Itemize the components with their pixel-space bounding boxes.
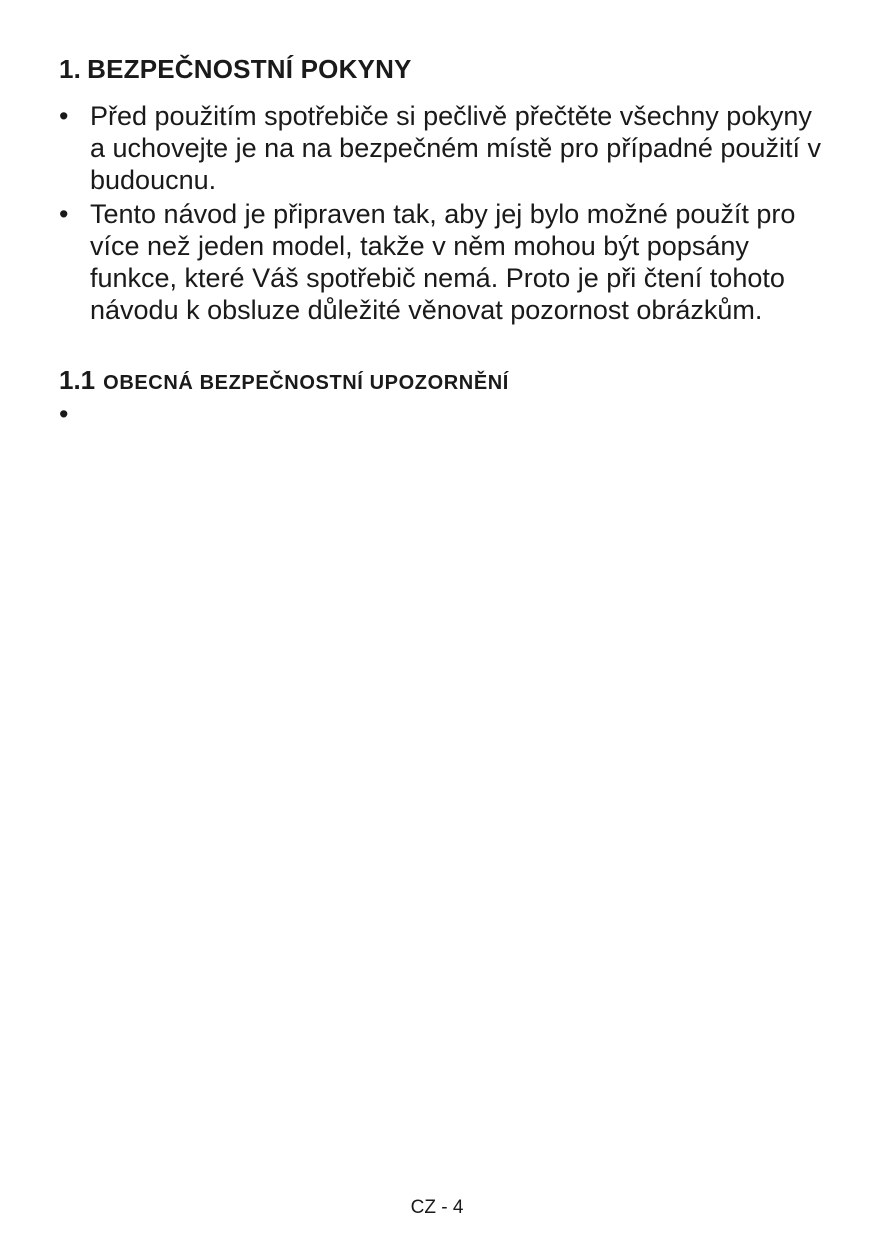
list-item: [59, 198, 829, 326]
page-number: CZ - 4: [410, 1197, 464, 1218]
bullet-marker: •: [59, 199, 69, 229]
section-title: BEZPEČNOSTNÍ POKYNY: [87, 54, 412, 84]
subsection-number: 1.1: [59, 365, 96, 395]
section-bullet-list: [59, 100, 829, 328]
section-heading: [59, 54, 412, 85]
bullet-marker: •: [59, 101, 69, 131]
list-item-text: Tento návod je připraven tak, aby jej bylo možné použít pro více než jeden model, takže v něm mohou být popsány funkce, které Váš spotřebič nemá. Proto je při čtení tohoto návodu k obsluze důležité věnovat pozornost obrázkům.: [90, 199, 796, 325]
section-number: 1.: [59, 54, 82, 84]
list-item-text: Před použitím spotřebiče si pečlivě přečtěte všechny pokyny a uchovejte je na na bezpečném místě pro případné použití v budoucnu.: [90, 101, 821, 195]
subsection-title: OBECNÁ BEZPEČNOSTNÍ UPOZORNĚNÍ: [103, 372, 509, 394]
list-item: [59, 100, 829, 196]
subsection-heading: [59, 365, 509, 396]
empty-bullet-marker: •: [59, 399, 69, 429]
